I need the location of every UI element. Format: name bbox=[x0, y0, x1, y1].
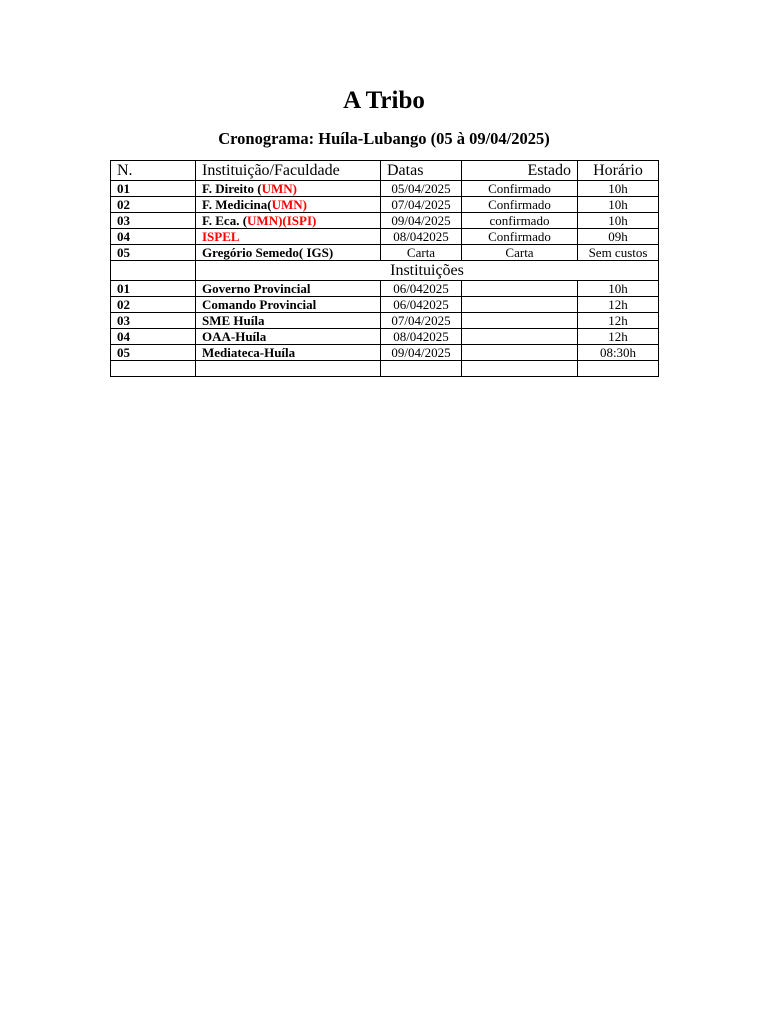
table-row bbox=[111, 281, 659, 297]
document-title: A Tribo bbox=[343, 87, 425, 114]
row-status bbox=[462, 329, 578, 345]
row-time: 12h bbox=[578, 313, 659, 329]
row-status: Carta bbox=[462, 245, 578, 261]
institution-highlight: UMN) bbox=[261, 181, 297, 196]
row-institution: SME Huíla bbox=[196, 313, 381, 329]
row-number: 02 bbox=[111, 297, 196, 313]
row-status: Confirmado bbox=[462, 229, 578, 245]
row-institution: Mediateca-Huíla bbox=[196, 345, 381, 361]
schedule-table bbox=[110, 160, 659, 377]
row-time: 09h bbox=[578, 229, 659, 245]
table-row bbox=[111, 229, 659, 245]
row-date: 06/042025 bbox=[381, 281, 462, 297]
section-row bbox=[111, 261, 659, 281]
row-number: 01 bbox=[111, 181, 196, 197]
row-date: 08/042025 bbox=[381, 329, 462, 345]
row-time: Sem custos bbox=[578, 245, 659, 261]
institution-name: Gregório Semedo( IGS) bbox=[202, 245, 334, 260]
empty-cell bbox=[462, 361, 578, 377]
empty-cell bbox=[578, 361, 659, 377]
row-number: 01 bbox=[111, 281, 196, 297]
row-time: 10h bbox=[578, 213, 659, 229]
section-empty-cell bbox=[111, 261, 196, 281]
header-institution: Instituição/Faculdade bbox=[196, 161, 381, 181]
header-time: Horário bbox=[578, 161, 659, 181]
table-row bbox=[111, 213, 659, 229]
row-institution bbox=[196, 245, 381, 261]
row-time: 12h bbox=[578, 297, 659, 313]
row-time: 10h bbox=[578, 197, 659, 213]
header-dates: Datas bbox=[381, 161, 462, 181]
section-heading: Instituições bbox=[196, 261, 659, 281]
table-row bbox=[111, 245, 659, 261]
row-date: 07/04/2025 bbox=[381, 313, 462, 329]
table-row bbox=[111, 313, 659, 329]
row-date: 09/04/2025 bbox=[381, 345, 462, 361]
header-status: Estado bbox=[462, 161, 578, 181]
empty-cell bbox=[111, 361, 196, 377]
row-status bbox=[462, 313, 578, 329]
row-date: 07/04/2025 bbox=[381, 197, 462, 213]
row-status bbox=[462, 297, 578, 313]
row-number: 05 bbox=[111, 245, 196, 261]
row-status: Confirmado bbox=[462, 181, 578, 197]
row-date: Carta bbox=[381, 245, 462, 261]
row-time: 10h bbox=[578, 281, 659, 297]
row-time: 10h bbox=[578, 181, 659, 197]
row-date: 09/04/2025 bbox=[381, 213, 462, 229]
row-status: confirmado bbox=[462, 213, 578, 229]
row-institution bbox=[196, 181, 381, 197]
row-status: Confirmado bbox=[462, 197, 578, 213]
empty-cell bbox=[381, 361, 462, 377]
row-institution bbox=[196, 229, 381, 245]
empty-row bbox=[111, 361, 659, 377]
table-row bbox=[111, 297, 659, 313]
row-number: 03 bbox=[111, 213, 196, 229]
table-header-row bbox=[111, 161, 659, 181]
institution-highlight: UMN) bbox=[271, 197, 307, 212]
row-number: 02 bbox=[111, 197, 196, 213]
document-subtitle: Cronograma: Huíla-Lubango (05 à 09/04/2025) bbox=[218, 129, 550, 148]
header-number: N. bbox=[111, 161, 196, 181]
row-time: 08:30h bbox=[578, 345, 659, 361]
row-status bbox=[462, 281, 578, 297]
institution-highlight: ISPEL bbox=[202, 229, 240, 244]
row-date: 05/04/2025 bbox=[381, 181, 462, 197]
institution-name: F. Eca. ( bbox=[202, 213, 248, 228]
row-number: 05 bbox=[111, 345, 196, 361]
table-row bbox=[111, 345, 659, 361]
institution-name: F. Direito ( bbox=[202, 181, 262, 196]
row-institution bbox=[196, 213, 381, 229]
table-row bbox=[111, 181, 659, 197]
institution-highlight: UMN)(ISPI) bbox=[247, 213, 317, 228]
row-time: 12h bbox=[578, 329, 659, 345]
row-institution: Governo Provincial bbox=[196, 281, 381, 297]
row-status bbox=[462, 345, 578, 361]
table-row bbox=[111, 329, 659, 345]
row-number: 04 bbox=[111, 329, 196, 345]
row-date: 06/042025 bbox=[381, 297, 462, 313]
row-number: 03 bbox=[111, 313, 196, 329]
row-date: 08/042025 bbox=[381, 229, 462, 245]
empty-cell bbox=[196, 361, 381, 377]
institution-name: F. Medicina( bbox=[202, 197, 272, 212]
row-institution bbox=[196, 197, 381, 213]
row-number: 04 bbox=[111, 229, 196, 245]
table-row bbox=[111, 197, 659, 213]
row-institution: Comando Provincial bbox=[196, 297, 381, 313]
row-institution: OAA-Huíla bbox=[196, 329, 381, 345]
